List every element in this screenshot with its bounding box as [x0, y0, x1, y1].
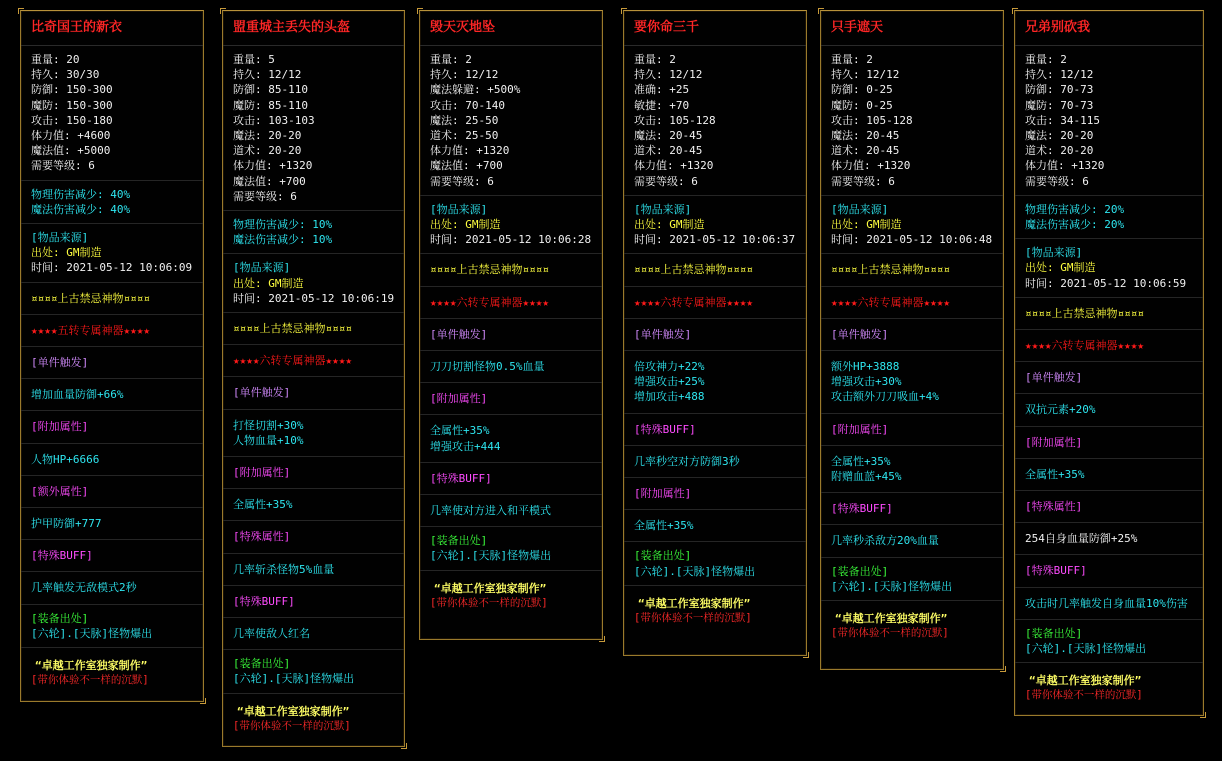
attribute-header: [附加属性]	[634, 487, 692, 501]
artifact-rank-section	[1015, 330, 1203, 362]
studio-credits	[223, 694, 404, 740]
studio-credit-title: “卓越工作室独家制作”	[638, 596, 751, 610]
ancient-relic-section	[223, 313, 404, 345]
studio-credit-subtitle: [带你体验不一样的沉默]	[1025, 689, 1143, 702]
studio-credits	[1015, 663, 1203, 709]
stat-line: 重量: 20	[31, 53, 80, 66]
attribute-line: 增强攻击+444	[430, 439, 501, 453]
attribute-block	[420, 495, 602, 527]
attribute-block	[821, 493, 1003, 525]
ancient-relic-section	[21, 283, 203, 315]
item-title: 盟重城主丢失的头盔	[223, 11, 404, 46]
stat-line: 需要等级: 6	[31, 159, 95, 173]
attribute-line: 几率触发无敌模式2秒	[31, 581, 137, 595]
stat-line: 攻击: 105-128	[634, 113, 716, 127]
stat-line: 持久: 12/12	[831, 68, 900, 82]
artifact-rank-section	[21, 315, 203, 347]
studio-credit-title: “卓越工作室独家制作”	[1029, 674, 1142, 688]
attribute-block	[223, 377, 404, 409]
attribute-line: 全属性+35%	[634, 519, 694, 533]
stat-line: 持久: 12/12	[233, 68, 302, 82]
equipment-origin-text: [六轮].[天脉]怪物爆出	[430, 549, 552, 563]
attribute-block	[624, 319, 806, 351]
attribute-block	[223, 457, 404, 489]
stat-line: 魔法: 25-50	[430, 113, 499, 127]
stat-line: 重量: 2	[831, 53, 873, 66]
stat-line: 道术: 20-20	[233, 144, 302, 158]
attribute-header: [额外属性]	[31, 484, 89, 498]
attribute-block	[223, 554, 404, 586]
attribute-block	[821, 351, 1003, 414]
attribute-block	[21, 476, 203, 508]
equipment-origin-section	[223, 650, 404, 693]
stat-line: 体力值: +1320	[634, 159, 714, 173]
stats-section	[223, 46, 404, 211]
equipment-origin-section	[624, 542, 806, 585]
attribute-block	[821, 525, 1003, 557]
attribute-header: [单件触发]	[634, 327, 692, 341]
stat-line: 持久: 12/12	[430, 68, 499, 82]
item-card-3	[419, 10, 603, 640]
damage-reduction-section	[223, 211, 404, 254]
ancient-relic-label: ¤¤¤¤上古禁忌神物¤¤¤¤	[31, 291, 150, 305]
attribute-line: 增加血量防御+66%	[31, 388, 124, 402]
studio-credit-subtitle: [带你体验不一样的沉默]	[233, 719, 351, 732]
item-card-6	[1014, 10, 1204, 716]
stat-line: 持久: 30/30	[31, 68, 100, 82]
equipment-origin-header: [装备出处]	[634, 549, 692, 563]
equipment-origin-header: [装备出处]	[31, 611, 89, 625]
item-source-section	[821, 196, 1003, 255]
attribute-line: 额外HP+3888	[831, 360, 900, 374]
stat-line: 重量: 2	[1025, 53, 1067, 66]
equipment-origin-header: [装备出处]	[831, 564, 889, 578]
stat-line: 道术: 20-20	[1025, 144, 1094, 158]
attribute-block	[21, 379, 203, 411]
artifact-rank-label: ★★★★六转专属神器★★★★	[430, 295, 549, 309]
attribute-block	[821, 446, 1003, 493]
damage-reduction-line: 魔法伤害减少: 10%	[233, 233, 333, 247]
attribute-line: 攻击时几率触发自身血量10%伤害	[1025, 596, 1188, 610]
source-origin: 出处: GM制造	[831, 218, 902, 232]
attribute-block	[420, 351, 602, 383]
stat-line: 需要等级: 6	[233, 189, 297, 203]
source-header: [物品来源]	[634, 202, 692, 216]
attribute-line: 人物血量+10%	[233, 433, 304, 447]
attribute-header: [特殊BUFF]	[1025, 564, 1087, 578]
stat-line: 重量: 5	[233, 53, 275, 66]
attribute-block	[1015, 427, 1203, 459]
attribute-line: 双抗元素+20%	[1025, 403, 1096, 417]
source-time: 时间: 2021-05-12 10:06:48	[831, 233, 993, 247]
stat-line: 魔法: 20-20	[233, 129, 302, 143]
stat-line: 防御: 70-73	[1025, 83, 1094, 97]
stat-line: 魔法值: +5000	[31, 144, 111, 158]
attribute-block	[1015, 491, 1203, 523]
stat-line: 攻击: 105-128	[831, 113, 913, 127]
attribute-block	[1015, 555, 1203, 587]
attribute-line: 附赠血蓝+45%	[831, 470, 902, 484]
attribute-block	[624, 478, 806, 510]
source-time: 时间: 2021-05-12 10:06:59	[1025, 276, 1187, 290]
equipment-origin-section	[21, 605, 203, 648]
attribute-header: [附加属性]	[430, 392, 488, 406]
damage-reduction-line: 物理伤害减少: 40%	[31, 187, 131, 201]
attribute-block	[21, 411, 203, 443]
attribute-line: 几率使敌人红名	[233, 627, 310, 641]
source-time: 时间: 2021-05-12 10:06:28	[430, 233, 592, 247]
source-origin: 出处: GM制造	[430, 218, 501, 232]
attribute-block	[1015, 362, 1203, 394]
stat-line: 道术: 20-45	[831, 144, 900, 158]
ancient-relic-label: ¤¤¤¤上古禁忌神物¤¤¤¤	[634, 263, 753, 277]
attribute-line: 增强攻击+25%	[634, 375, 705, 389]
attribute-block	[420, 319, 602, 351]
studio-credit-subtitle: [带你体验不一样的沉默]	[831, 627, 949, 640]
attribute-line: 全属性+35%	[831, 454, 891, 468]
attribute-header: [单件触发]	[430, 327, 488, 341]
attribute-block	[21, 508, 203, 540]
artifact-rank-label: ★★★★六转专属神器★★★★	[233, 354, 352, 368]
stat-line: 魔防: 85-110	[233, 98, 308, 112]
attribute-line: 几率秒杀敌方20%血量	[831, 534, 939, 548]
attribute-line: 打怪切割+30%	[233, 418, 304, 432]
stat-line: 魔法值: +700	[430, 159, 503, 173]
source-origin: 出处: GM制造	[233, 276, 304, 290]
stat-line: 持久: 12/12	[1025, 68, 1094, 82]
attribute-block	[223, 521, 404, 553]
stat-line: 防御: 0-25	[831, 83, 893, 97]
attribute-header: [特殊属性]	[233, 530, 291, 544]
equipment-origin-text: [六轮].[天脉]怪物爆出	[31, 626, 153, 640]
stat-line: 攻击: 150-180	[31, 113, 113, 127]
source-header: [物品来源]	[233, 261, 291, 275]
attribute-header: [特殊BUFF]	[31, 549, 93, 563]
attribute-block	[21, 444, 203, 476]
attribute-block	[223, 618, 404, 650]
attribute-line: 倍攻神力+22%	[634, 360, 705, 374]
attribute-block	[1015, 523, 1203, 555]
stat-line: 体力值: +1320	[233, 159, 313, 173]
attribute-line: 护甲防御+777	[31, 517, 102, 531]
stat-line: 重量: 2	[430, 53, 472, 66]
equipment-origin-text: [六轮].[天脉]怪物爆出	[1025, 642, 1147, 656]
attribute-header: [单件触发]	[1025, 371, 1083, 385]
item-title: 毁天灭地坠	[420, 11, 602, 46]
item-card-1	[20, 10, 204, 702]
ancient-relic-section	[420, 254, 602, 286]
source-time: 时间: 2021-05-12 10:06:19	[233, 291, 395, 305]
attribute-line: 全属性+35%	[430, 424, 490, 438]
attribute-block	[21, 540, 203, 572]
artifact-rank-label: ★★★★六转专属神器★★★★	[634, 295, 753, 309]
artifact-rank-label: ★★★★六转专属神器★★★★	[831, 295, 950, 309]
attribute-header: [附加属性]	[31, 420, 89, 434]
attribute-header: [单件触发]	[831, 327, 889, 341]
attribute-line: 增强攻击+30%	[831, 375, 902, 389]
equipment-origin-text: [六轮].[天脉]怪物爆出	[634, 564, 756, 578]
attribute-line: 增加攻击+488	[634, 390, 705, 404]
studio-credits	[821, 601, 1003, 647]
studio-credit-title: “卓越工作室独家制作”	[434, 581, 547, 595]
stat-line: 攻击: 34-115	[1025, 113, 1100, 127]
equipment-origin-section	[1015, 620, 1203, 663]
stats-section	[420, 46, 602, 196]
attribute-block	[21, 572, 203, 604]
studio-credits	[21, 648, 203, 694]
stat-line: 魔法: 20-45	[831, 129, 900, 143]
item-title: 只手遮天	[821, 11, 1003, 46]
attribute-line: 几率使对方进入和平模式	[430, 504, 551, 518]
stat-line: 攻击: 103-103	[233, 113, 315, 127]
item-source-section	[21, 224, 203, 283]
attribute-header: [附加属性]	[831, 422, 889, 436]
studio-credit-title: “卓越工作室独家制作”	[35, 659, 148, 673]
attribute-block	[624, 510, 806, 542]
artifact-rank-section	[821, 287, 1003, 319]
source-header: [物品来源]	[1025, 246, 1083, 260]
source-header: [物品来源]	[831, 202, 889, 216]
artifact-rank-label: ★★★★六转专属神器★★★★	[1025, 339, 1144, 353]
attribute-header: [附加属性]	[233, 466, 291, 480]
item-card-2	[222, 10, 405, 747]
artifact-rank-section	[624, 287, 806, 319]
stat-line: 需要等级: 6	[634, 174, 698, 188]
attribute-block	[1015, 394, 1203, 426]
ancient-relic-label: ¤¤¤¤上古禁忌神物¤¤¤¤	[1025, 306, 1144, 320]
attribute-line: 攻击额外刀刀吸血+4%	[831, 390, 939, 404]
stat-line: 敏捷: +70	[634, 98, 690, 112]
stat-line: 道术: 25-50	[430, 129, 499, 143]
equipment-origin-header: [装备出处]	[233, 657, 291, 671]
studio-credits	[420, 571, 602, 617]
equipment-origin-text: [六轮].[天脉]怪物爆出	[233, 672, 355, 686]
ancient-relic-section	[624, 254, 806, 286]
equipment-origin-section	[821, 558, 1003, 601]
ancient-relic-label: ¤¤¤¤上古禁忌神物¤¤¤¤	[831, 263, 950, 277]
stat-line: 需要等级: 6	[430, 174, 494, 188]
damage-reduction-line: 物理伤害减少: 20%	[1025, 202, 1125, 216]
equipment-origin-text: [六轮].[天脉]怪物爆出	[831, 579, 953, 593]
attribute-block	[223, 489, 404, 521]
damage-reduction-section	[21, 181, 203, 224]
attribute-block	[821, 414, 1003, 446]
stat-line: 需要等级: 6	[1025, 174, 1089, 188]
equipment-origin-header: [装备出处]	[1025, 626, 1083, 640]
item-source-section	[223, 254, 404, 313]
stats-section	[21, 46, 203, 181]
attribute-header: [特殊BUFF]	[233, 594, 295, 608]
attribute-header: [单件触发]	[31, 356, 89, 370]
stat-line: 魔法躲避: +500%	[430, 83, 521, 97]
stats-section	[624, 46, 806, 196]
source-header: [物品来源]	[31, 231, 89, 245]
item-source-section	[1015, 239, 1203, 298]
stat-line: 防御: 85-110	[233, 83, 308, 97]
equipment-origin-section	[420, 527, 602, 570]
stat-line: 魔法值: +700	[233, 174, 306, 188]
attribute-line: 全属性+35%	[1025, 467, 1085, 481]
studio-credit-subtitle: [带你体验不一样的沉默]	[31, 674, 149, 687]
attribute-line: 刀刀切割怪物0.5%血量	[430, 360, 545, 374]
attribute-line: 全属性+35%	[233, 498, 293, 512]
ancient-relic-label: ¤¤¤¤上古禁忌神物¤¤¤¤	[233, 322, 352, 336]
artifact-rank-label: ★★★★五转专属神器★★★★	[31, 323, 150, 337]
studio-credit-subtitle: [带你体验不一样的沉默]	[634, 612, 752, 625]
attribute-block	[624, 446, 806, 478]
stat-line: 道术: 20-45	[634, 144, 703, 158]
attribute-line: 几率斩杀怪物5%血量	[233, 562, 335, 576]
stats-section	[821, 46, 1003, 196]
item-card-5	[820, 10, 1004, 670]
attribute-header: [特殊BUFF]	[634, 422, 696, 436]
damage-reduction-section	[1015, 196, 1203, 239]
stat-line: 魔防: 70-73	[1025, 98, 1094, 112]
stat-line: 体力值: +1320	[831, 159, 911, 173]
studio-credit-title: “卓越工作室独家制作”	[237, 704, 350, 718]
ancient-relic-section	[821, 254, 1003, 286]
attribute-block	[420, 415, 602, 462]
stat-line: 魔防: 0-25	[831, 98, 893, 112]
source-origin: 出处: GM制造	[634, 218, 705, 232]
ancient-relic-label: ¤¤¤¤上古禁忌神物¤¤¤¤	[430, 263, 549, 277]
stat-line: 攻击: 70-140	[430, 98, 505, 112]
item-source-section	[420, 196, 602, 255]
stat-line: 体力值: +4600	[31, 129, 111, 143]
attribute-line: 几率秒空对方防御3秒	[634, 454, 740, 468]
attribute-block	[223, 586, 404, 618]
stat-line: 魔防: 150-300	[31, 98, 113, 112]
attribute-block	[420, 383, 602, 415]
source-origin: 出处: GM制造	[1025, 261, 1096, 275]
stat-line: 持久: 12/12	[634, 68, 703, 82]
damage-reduction-line: 物理伤害减少: 10%	[233, 218, 333, 232]
stat-line: 魔法: 20-20	[1025, 129, 1094, 143]
item-title: 要你命三千	[624, 11, 806, 46]
stat-line: 准确: +25	[634, 83, 690, 97]
studio-credit-subtitle: [带你体验不一样的沉默]	[430, 596, 548, 609]
item-source-section	[624, 196, 806, 255]
damage-reduction-line: 魔法伤害减少: 20%	[1025, 218, 1125, 232]
source-header: [物品来源]	[430, 202, 488, 216]
item-title: 兄弟别砍我	[1015, 11, 1203, 46]
item-title: 比奇国王的新衣	[21, 11, 203, 46]
stat-line: 重量: 2	[634, 53, 676, 66]
ancient-relic-section	[1015, 298, 1203, 330]
source-origin: 出处: GM制造	[31, 246, 102, 260]
attribute-block	[223, 410, 404, 457]
stat-line: 体力值: +1320	[430, 144, 510, 158]
item-card-4	[623, 10, 807, 656]
attribute-block	[1015, 459, 1203, 491]
attribute-header: [特殊BUFF]	[430, 471, 492, 485]
attribute-block	[1015, 588, 1203, 620]
stat-line: 魔法: 20-45	[634, 129, 703, 143]
equipment-origin-header: [装备出处]	[430, 534, 488, 548]
studio-credits	[624, 586, 806, 632]
attribute-block	[21, 347, 203, 379]
artifact-rank-section	[420, 287, 602, 319]
attribute-header: [附加属性]	[1025, 435, 1083, 449]
attribute-header: [特殊属性]	[1025, 500, 1083, 514]
damage-reduction-line: 魔法伤害减少: 40%	[31, 202, 131, 216]
attribute-block	[624, 414, 806, 446]
attribute-line: 254自身血量防御+25%	[1025, 532, 1138, 546]
stat-line: 体力值: +1320	[1025, 159, 1105, 173]
source-time: 时间: 2021-05-12 10:06:37	[634, 233, 796, 247]
attribute-block	[821, 319, 1003, 351]
studio-credit-title: “卓越工作室独家制作”	[835, 612, 948, 626]
attribute-line: 人物HP+6666	[31, 452, 100, 466]
attribute-header: [特殊BUFF]	[831, 502, 893, 516]
attribute-header: [单件触发]	[233, 386, 291, 400]
stat-line: 需要等级: 6	[831, 174, 895, 188]
stat-line: 防御: 150-300	[31, 83, 113, 97]
attribute-block	[420, 463, 602, 495]
artifact-rank-section	[223, 345, 404, 377]
source-time: 时间: 2021-05-12 10:06:09	[31, 261, 193, 275]
attribute-block	[624, 351, 806, 414]
stats-section	[1015, 46, 1203, 196]
